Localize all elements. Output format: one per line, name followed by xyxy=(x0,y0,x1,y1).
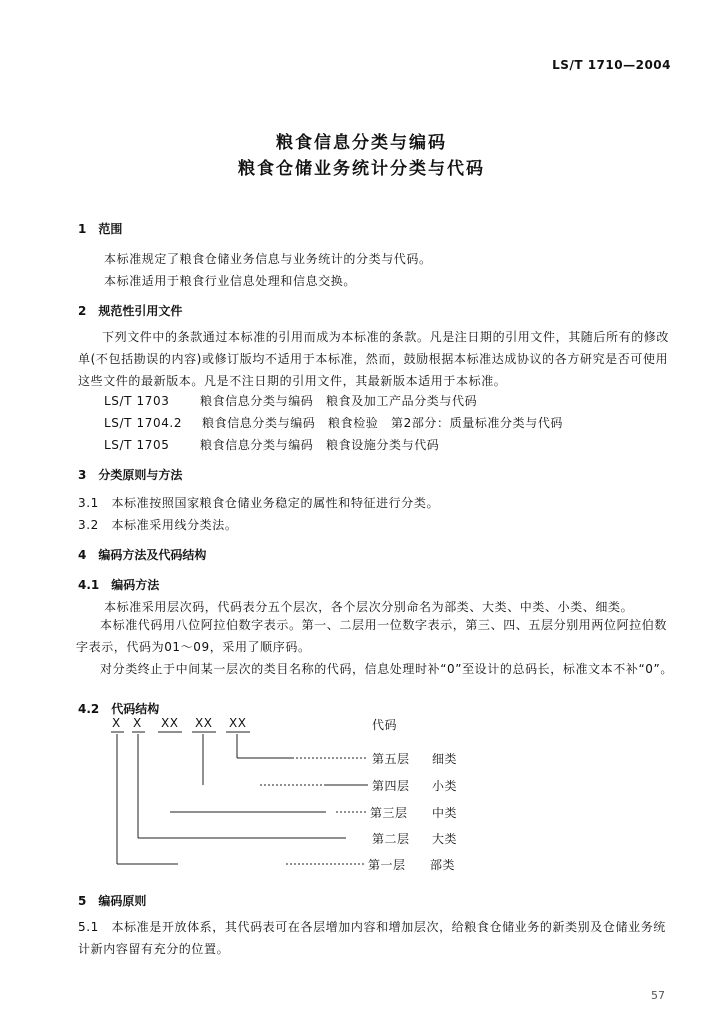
layer-3-label: 第三层 xyxy=(370,806,408,820)
section-2-heading: 2 规范性引用文件 xyxy=(78,304,183,318)
reference-code: LS/T 1705 xyxy=(104,438,170,452)
clause-3-2: 3.2 本标准采用线分类法。 xyxy=(78,518,238,532)
layer-4-class: 小类 xyxy=(432,779,458,793)
reference-code: LS/T 1703 xyxy=(104,394,170,408)
clause-3-1: 3.1 本标准按照国家粮食仓储业务稳定的属性和特征进行分类。 xyxy=(78,496,440,510)
reference-title: 粮食信息分类与编码 粮食及加工产品分类与代码 xyxy=(200,394,478,408)
layer-2-label: 第二层 xyxy=(372,832,410,846)
page-number: 57 xyxy=(651,989,665,1002)
code-mark-layer-1: X xyxy=(112,716,121,730)
section-3-heading: 3 分类原则与方法 xyxy=(78,468,183,482)
reference-title: 粮食信息分类与编码 粮食设施分类与代码 xyxy=(200,438,440,452)
section-4-paragraph-3: 对分类终止于中间某一层次的类目名称的代码，信息处理时补“0”至设计的总码长，标准文本不补“0”。 xyxy=(100,662,673,676)
reference-code: LS/T 1704.2 xyxy=(104,416,183,430)
subsection-4-2-heading: 4.2 代码结构 xyxy=(78,702,160,716)
code-mark-layer-5: XX xyxy=(229,716,247,730)
layer-2-class: 大类 xyxy=(432,832,458,846)
section-1-paragraph-2: 本标准适用于粮食行业信息处理和信息交换。 xyxy=(104,274,357,288)
diagram-header: 代码 xyxy=(372,718,398,732)
code-mark-layer-4: XX xyxy=(195,716,213,730)
code-mark-layer-2: X xyxy=(133,716,142,730)
section-4-paragraph-2: 本标准代码用八位阿拉伯数字表示。第一、二层用一位数字表示，第三、四、五层分别用两位阿拉伯数字表示，代码为01～09，采用了顺序码。 xyxy=(76,618,668,654)
title-line-1: 粮食信息分类与编码 xyxy=(276,133,447,153)
layer-3-class: 中类 xyxy=(432,806,458,820)
standard-number: LS/T 1710—2004 xyxy=(552,58,671,72)
section-1-paragraph-1: 本标准规定了粮食仓储业务信息与业务统计的分类与代码。 xyxy=(104,252,432,266)
section-5-heading: 5 编码原则 xyxy=(78,894,147,908)
section-1-heading: 1 范围 xyxy=(78,222,123,236)
layer-4-label: 第四层 xyxy=(372,779,410,793)
reference-1 xyxy=(104,392,477,409)
subsection-4-1-heading: 4.1 编码方法 xyxy=(78,578,160,592)
title-line-2: 粮食仓储业务统计分类与代码 xyxy=(238,159,485,179)
section-2-paragraph: 下列文件中的条款通过本标准的引用而成为本标准的条款。凡是注日期的引用文件，其随后所有的修改单(不包括勘误的内容)或修订版均不适用于本标准，然而，鼓励根据本标准达成协议的各方研究是否可使用这些文件的最新版本。凡是不注日期的引用文件，其最新版本适用于本标准。 xyxy=(78,330,670,388)
layer-1-label: 第一层 xyxy=(368,858,406,872)
reference-title: 粮食信息分类与编码 粮食检验 第2部分：质量标准分类与代码 xyxy=(202,416,564,430)
clause-5-1: 5.1 本标准是开放体系，其代码表可在各层增加内容和增加层次，给粮食仓储业务的新类别及仓储业务统计新内容留有充分的位置。 xyxy=(78,920,666,956)
layer-1-class: 部类 xyxy=(430,858,456,872)
reference-3 xyxy=(104,436,439,453)
section-4-heading: 4 编码方法及代码结构 xyxy=(78,548,207,562)
section-4-paragraph-1: 本标准采用层次码，代码表分五个层次，各个层次分别命名为部类、大类、中类、小类、细类。 xyxy=(104,600,634,614)
code-mark-layer-3: XX xyxy=(161,716,179,730)
layer-5-label: 第五层 xyxy=(372,752,410,766)
layer-5-class: 细类 xyxy=(432,752,458,766)
reference-2 xyxy=(104,414,563,431)
